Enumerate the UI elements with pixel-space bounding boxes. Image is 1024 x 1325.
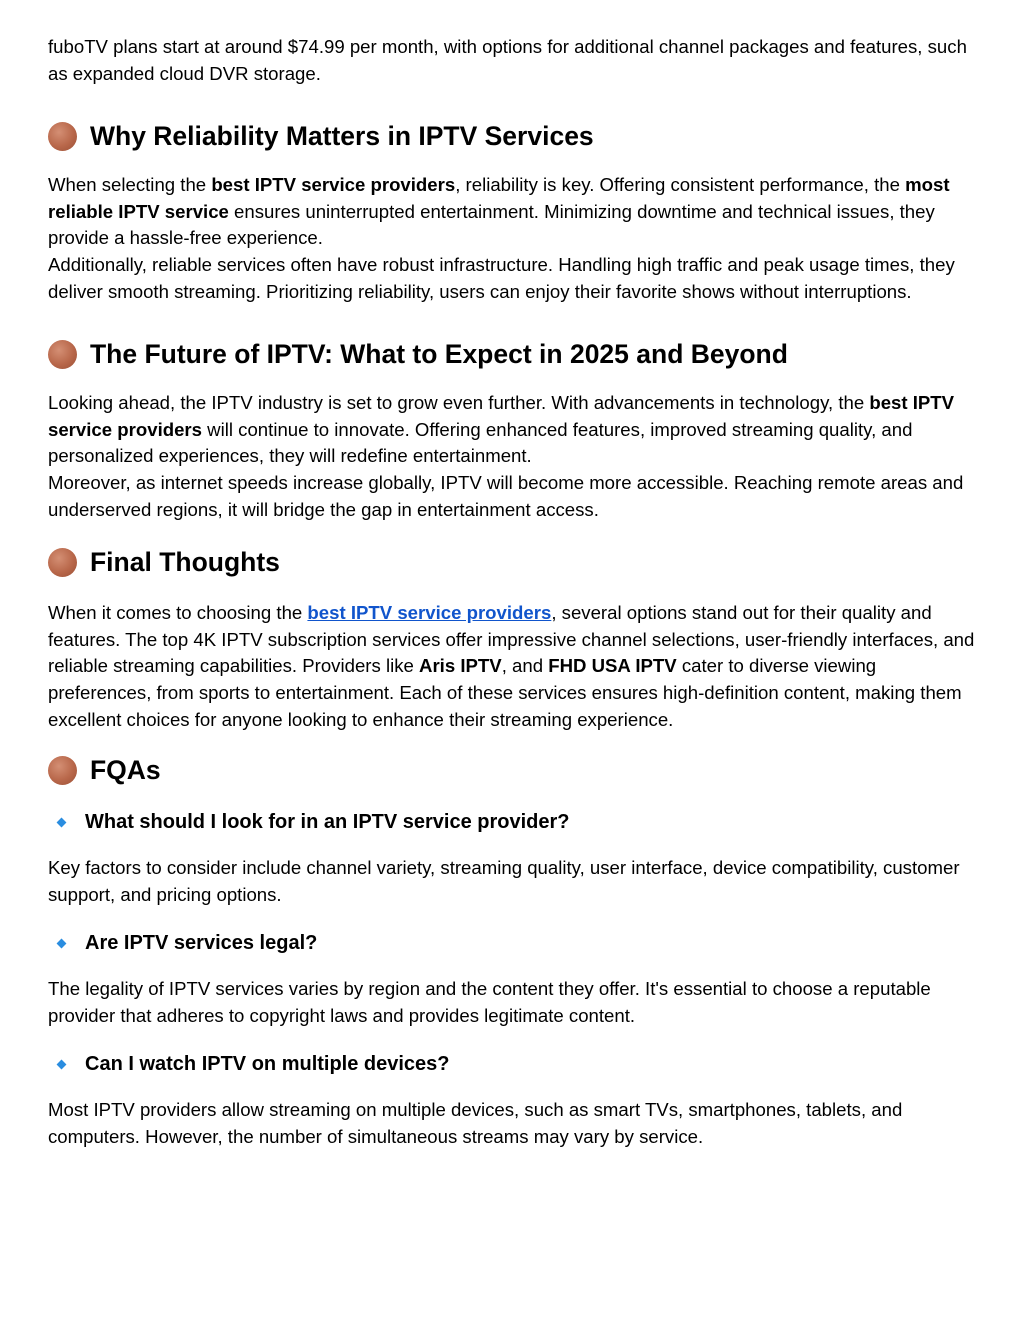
blue-diamond-icon	[57, 817, 67, 827]
section-heading-text: Final Thoughts	[90, 547, 280, 578]
faq-question	[48, 1051, 978, 1077]
bold-text: FHD USA IPTV	[548, 655, 677, 677]
faq-question-text: What should I look for in an IPTV service provider?	[85, 811, 570, 834]
section-heading-text: Why Reliability Matters in IPTV Services	[90, 121, 594, 152]
bold-text: Aris IPTV	[419, 655, 502, 677]
section-heading-final	[48, 545, 978, 579]
blue-diamond-icon	[57, 1060, 67, 1070]
text-run: , reliability is key. Offering consistent performance, the	[455, 174, 906, 196]
section-heading-future	[48, 337, 978, 371]
section-heading-reliability	[48, 119, 978, 153]
text-run: , and	[501, 655, 549, 677]
reliability-paragraph-2: Additionally, reliable services often have robust infrastructure. Handling high traffic and peak usage times, they deliver smooth streaming. Prioritizing reliability, users can enjoy their favorite shows without interruptions.	[48, 253, 955, 302]
final-paragraph	[48, 600, 978, 733]
text-run: When selecting the	[48, 174, 212, 196]
future-paragraph-2: Moreover, as internet speeds increase globally, IPTV will become more accessible. Reaching remote areas and underserved regions, it will bridge the gap in entertainment access.	[48, 471, 964, 520]
faq-question-text: Are IPTV services legal?	[85, 932, 318, 955]
section-heading-text: The Future of IPTV: What to Expect in 2025 and Beyond	[90, 339, 788, 370]
text-run: cater to diverse viewing preferences, from sports to entertainment. Each of these services ensures high-definition content, making them excellent choices for anyone looking to enhance their streaming experience.	[48, 655, 962, 730]
brown-circle-icon	[48, 340, 77, 369]
text-run: Looking ahead, the IPTV industry is set to grow even further. With advancements in technology, the	[48, 392, 870, 414]
brown-circle-icon	[48, 122, 77, 151]
intro-paragraph: fuboTV plans start at around $74.99 per month, with options for additional channel packages and features, such as expanded cloud DVR storage.	[48, 36, 967, 84]
faq-answer: Most IPTV providers allow streaming on multiple devices, such as smart TVs, smartphones, tablets, and computers. However, the number of simultaneous streams may vary by service.	[48, 1099, 903, 1148]
text-run: ensures uninterrupted entertainment. Minimizing downtime and technical issues, they provide a hassle-free experience.	[48, 200, 935, 249]
bold-text: most reliable IPTV service	[48, 174, 950, 222]
text-run: will continue to innovate. Offering enhanced features, improved streaming quality, and personalized experiences, they will redefine entertainment.	[48, 418, 913, 467]
brown-circle-icon	[48, 756, 77, 785]
future-paragraph-1	[48, 390, 978, 470]
bold-text: best IPTV service providers	[211, 174, 456, 196]
blue-diamond-icon	[57, 938, 67, 948]
faq-question	[48, 809, 978, 835]
faq-answer: The legality of IPTV services varies by region and the content they offer. It's essential to choose a reputable provider that adheres to copyright laws and provides legitimate content.	[48, 978, 931, 1026]
reliability-paragraph-1	[48, 172, 978, 252]
text-run: When it comes to choosing the	[48, 602, 308, 624]
best-iptv-link[interactable]: best IPTV service providers	[307, 602, 552, 624]
faq-question-text: Can I watch IPTV on multiple devices?	[85, 1053, 450, 1076]
faq-answer: Key factors to consider include channel variety, streaming quality, user interface, device compatibility, customer support, and pricing options.	[48, 857, 960, 905]
brown-circle-icon	[48, 548, 77, 577]
document-page	[48, 34, 978, 1151]
bold-text: best IPTV service providers	[48, 392, 955, 440]
section-heading-faq	[48, 753, 978, 787]
text-run: , several options stand out for their quality and features. The top 4K IPTV subscription services offer impressive channel selections, user-friendly interfaces, and reliable streaming capabilities. Providers like	[48, 602, 975, 677]
section-heading-text: FQAs	[90, 755, 161, 786]
faq-question	[48, 930, 978, 956]
